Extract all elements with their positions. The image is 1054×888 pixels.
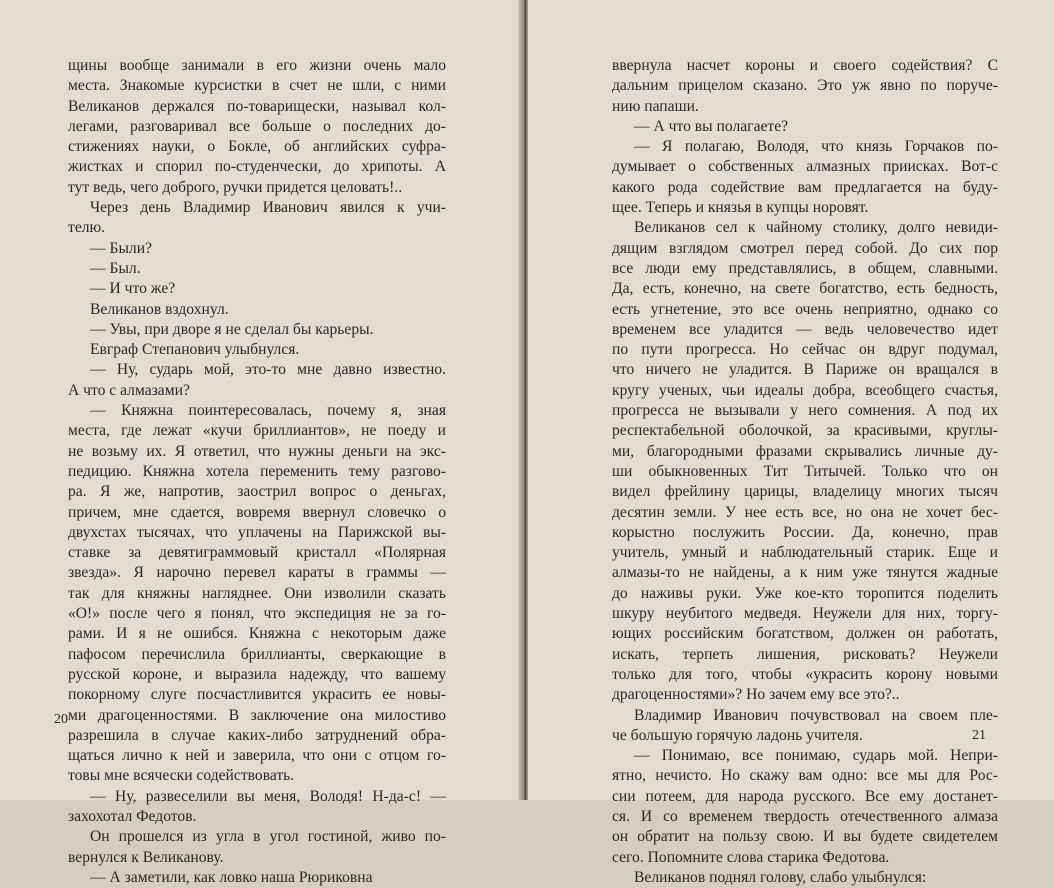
right-page-number: 21 <box>972 728 986 743</box>
text-line: респектабельной оболочкой, за красивыми, круглы- <box>612 422 998 440</box>
text-line: вернулся к Великанову. <box>68 848 224 866</box>
text-line: телю. <box>68 219 106 237</box>
text-line: щаться лично к ней и заверила, что они с отцом го- <box>68 747 446 765</box>
text-line: — Увы, при дворе я не сделал бы карьеры. <box>90 320 374 338</box>
text-line: ми драгоценностями. В заключение она милостиво <box>68 706 446 724</box>
text-line: А что с алмазами? <box>68 381 190 399</box>
text-line: покорному слуге посчастливится украсить ее новы- <box>68 686 446 704</box>
text-line: думывает о собственных алмазных приисках. Вот-с <box>612 158 998 176</box>
text-line: все люди ему представлялись, в общем, славными. <box>612 259 998 277</box>
text-line: «О!» после чего я понял, что экспедиция не за го- <box>68 605 446 623</box>
text-line: ся. И со временем твердость отечественного алмаза <box>612 807 998 825</box>
text-line: — Я полагаю, Володя, что князь Горчаков по- <box>634 138 998 156</box>
text-line: искать, терпеть лишения, рисковать? Неужели <box>612 645 998 663</box>
text-line: ши обыкновенных Тит Титычей. Только что он <box>612 462 998 480</box>
text-line: легами, разговаривал все больше о последних до- <box>68 117 446 135</box>
text-line: Через день Владимир Иванович явился к учи- <box>90 199 446 217</box>
text-line: — И что же? <box>90 280 176 298</box>
text-line: Великанов поднял голову, слабо улыбнулся: <box>634 868 927 886</box>
text-line: ющих российским богатством, должен он работать, <box>612 625 998 643</box>
text-line: места, где лежат «кучи бриллиантов», не поеду и <box>68 422 446 440</box>
text-line: стижениях науки, о Бокле, об английских суфра- <box>68 138 446 156</box>
left-page-text <box>68 56 446 888</box>
text-line: ввернула насчет короны и своего содействия? С <box>612 57 998 74</box>
text-line: щее. Теперь и князья в купцы норовят. <box>612 199 869 217</box>
text-line: Великанов сел к чайному столику, долго невиди- <box>634 219 998 237</box>
text-line: — А заметили, как ловко наша Рюриковна <box>90 868 373 886</box>
text-line: Он прошелся из угла в угол гостиной, живо по- <box>90 828 446 846</box>
text-line: до наживы руки. Уже кое-кто торопится поделить <box>612 584 998 602</box>
text-line: — Был. <box>90 259 141 277</box>
text-line: сии потеем, для народа русского. Все ему достанет- <box>612 787 998 805</box>
text-line: ра. Я же, напротив, заострил вопрос о деньгах, <box>68 483 446 501</box>
text-line: Великанов вздохнул. <box>90 300 229 318</box>
text-line: двухстах тысячах, что уплачены на Парижской вы- <box>68 523 446 541</box>
text-line: — Ну, сударь мой, это-то мне давно известно. <box>90 361 446 379</box>
text-line: временем все уладится — ведь человечество идет <box>612 320 998 338</box>
left-page-number: 20 <box>54 712 68 727</box>
text-line: только для того, чтобы «украсить корону новыми <box>612 665 998 683</box>
text-line: Да, есть, конечно, на свете богатство, есть бедность, <box>612 280 998 298</box>
text-line: рами. И я не ошибся. Княжна с некоторым даже <box>68 625 446 643</box>
text-line: дальним прицелом сказано. Это уж явно по поруче- <box>612 77 998 95</box>
text-line: не возьму их. Я ответил, что нужны деньги на экс- <box>68 442 446 460</box>
text-line: ставке за девятиграммовый кристалл «Полярная <box>68 544 446 562</box>
text-line: корыстно послужить России. Да, конечно, прав <box>612 523 998 541</box>
text-line: дящим взглядом смотрел перед собой. До сих пор <box>612 239 998 257</box>
text-line: захохотал Федотов. <box>68 807 197 825</box>
text-line: тут ведь, чего доброго, ручки придется целовать!.. <box>68 178 403 196</box>
text-line: ми, благородными фразами скрывались личные ду- <box>612 442 998 460</box>
text-line: видел фрейлину царицы, владелицу многих тысяч <box>612 483 998 501</box>
text-line: товы мне всячески содействовать. <box>68 767 295 785</box>
text-line: что ничего не уладится. В Париже он вращался в <box>612 361 998 379</box>
text-line: Евграф Степанович улыбнулся. <box>90 341 300 359</box>
text-line: че большую горячую ладонь учителя. <box>612 726 863 744</box>
text-line: так для княжны нагляднее. Они изволили сказать <box>68 584 446 602</box>
text-line: есть угнетение, это все очень неприятно, однако со <box>612 300 998 318</box>
right-page-text <box>612 56 998 888</box>
text-line: жистках и спорил по-студенчески, до хрипоты. А <box>68 158 446 176</box>
text-line: звезда». Я нарочно перевел караты в граммы — <box>68 564 446 582</box>
text-line: пафосом перечислила бриллианты, сверкающие в <box>68 645 446 663</box>
text-line: Владимир Иванович почувствовал на своем пле- <box>634 706 998 724</box>
text-line: — Понимаю, все понимаю, сударь мой. Непри- <box>634 747 998 765</box>
text-line: шкуру неубитого медведя. Неужели для них, торгу- <box>612 605 998 623</box>
text-line: десятин земли. У нее есть все, но она не хочет бес- <box>612 503 998 521</box>
text-line: алмазы-то не найдены, а к ним уже тянутся жадные <box>612 564 998 582</box>
text-line: по пути прогресса. Но сейчас он вдруг подумал, <box>612 341 998 359</box>
text-line: какого рода содействие вам предлагается на буду- <box>612 178 998 196</box>
text-line: места. Знакомые курсистки в счет не шли, с ними <box>68 77 446 95</box>
right-page <box>528 0 1054 886</box>
text-line: ятно, нечисто. Но скажу вам одно: все мы для Рос- <box>612 767 998 785</box>
text-line: драгоценностями»? Но зачем ему все это?.. <box>612 686 900 704</box>
text-line: он обратит на пользу свою. И вы будете свидетелем <box>612 828 998 846</box>
text-line: — Княжна поинтересовалась, почему я, зная <box>90 402 446 420</box>
text-line: нию папаши. <box>612 97 699 115</box>
text-line: — Были? <box>90 239 152 257</box>
text-line: — А что вы полагаете? <box>634 117 789 135</box>
text-line: учитель, умный и наблюдательный старик. Еще и <box>612 544 998 562</box>
text-line: — Ну, развеселили вы меня, Володя! Н-да-с! — <box>90 787 446 805</box>
text-line: прогресса не вызывали у него сомнения. А под их <box>612 402 998 420</box>
text-line: щины вообще занимали в его жизни очень мало <box>68 57 446 74</box>
text-line: кругу ученых, чьи идеалы добра, всеобщего счастья, <box>612 381 998 399</box>
text-line: русской короне, и выразила надежду, что вашему <box>68 665 446 683</box>
text-line: разрешила в случае каких-либо затруднений обра- <box>68 726 446 744</box>
left-page <box>0 0 522 886</box>
text-line: педицию. Княжна хотела переменить тему разгово- <box>68 462 446 480</box>
text-line: Великанов держался по-товарищески, называл кол- <box>68 97 446 115</box>
text-line: сего. Попомните слова старика Федотова. <box>612 848 890 866</box>
text-line: причем, мне сдается, вовремя ввернул словечко о <box>68 503 446 521</box>
